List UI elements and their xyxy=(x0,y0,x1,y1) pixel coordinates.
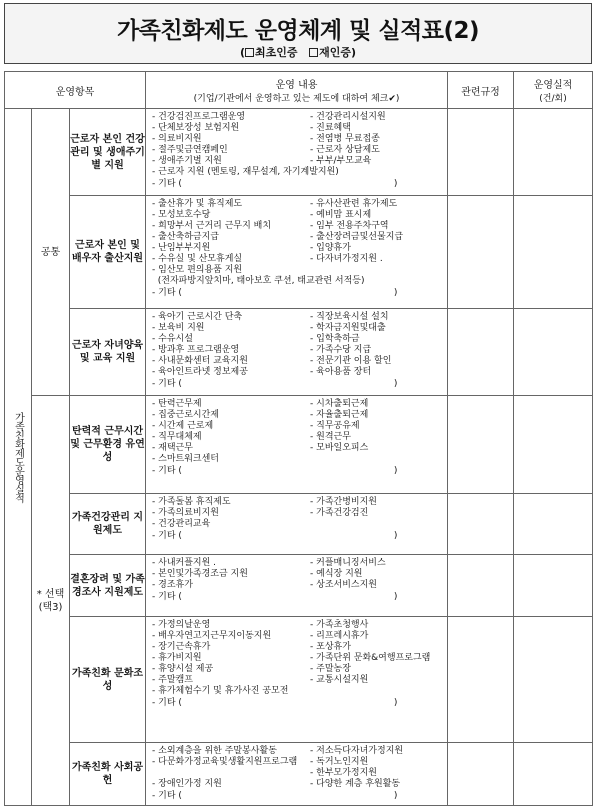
item-pair xyxy=(152,653,443,664)
item-pair xyxy=(152,345,443,356)
category-name: 결혼장려 및 가족경조사 지원제도 xyxy=(70,555,146,617)
item-label: - 건강검진프로그램운영 xyxy=(152,112,246,122)
category-name: 가족건강관리 지원제도 xyxy=(70,494,146,555)
section-row xyxy=(5,617,593,743)
item-pair xyxy=(152,580,443,591)
item-pair xyxy=(152,156,443,167)
item-label: - 교통시설지원 xyxy=(310,675,369,685)
item-label: - 직무공유제 xyxy=(310,421,360,431)
item-extra: - 임산모 편의용품 지원 xyxy=(152,265,243,275)
performance-cell[interactable] xyxy=(514,196,593,309)
item-label: - 탄력근무제 xyxy=(152,399,202,409)
side-label: 가족친화제도운영실적 xyxy=(12,412,24,502)
item-label: - 수유실 및 산모휴게실 xyxy=(152,254,243,264)
regulation-cell[interactable] xyxy=(448,555,514,617)
item-label: - 방과후 프로그램운영 xyxy=(152,345,240,355)
item-pair xyxy=(152,145,443,156)
item-label: - 가정의날운영 xyxy=(152,620,211,630)
item-extra: (전자파방지앞치마, 태아보호 쿠션, 태교관련 서적등) xyxy=(152,276,365,286)
etc-input[interactable] xyxy=(152,287,443,300)
first-cert-label: 최초인증 xyxy=(255,46,298,59)
category-name: 근로자 본인 및 배우자 출산지원 xyxy=(70,196,146,309)
header-performance xyxy=(514,72,593,109)
etc-input[interactable] xyxy=(152,591,443,604)
item-label: - 소외계층을 위한 주말봉사활동 xyxy=(152,746,277,756)
items-cell xyxy=(146,109,448,196)
title-box xyxy=(4,3,592,64)
item-label: - 상조서비스지원 xyxy=(310,580,377,590)
category-name: 가족친화 사회공헌 xyxy=(70,743,146,806)
item-label: - 자율출퇴근제 xyxy=(310,410,369,420)
item-label: - 근로자 상담제도 xyxy=(310,145,380,155)
item-label: - 한부모가정지원 xyxy=(310,768,377,778)
item-label: - 입학축하금 xyxy=(310,334,360,344)
item-pair xyxy=(152,221,443,232)
etc-close: ) xyxy=(393,179,398,189)
etc-close: ) xyxy=(393,791,398,801)
item-pair xyxy=(152,399,443,410)
item-pair xyxy=(152,620,443,631)
item-pair xyxy=(152,123,443,134)
item-label: - 가족수당 지급 xyxy=(310,345,372,355)
item-pair xyxy=(152,334,443,345)
re-cert-label: 재인증 xyxy=(319,46,351,59)
regulation-cell[interactable] xyxy=(448,196,514,309)
performance-cell[interactable] xyxy=(514,743,593,806)
item-label: - 부부/부모교육 xyxy=(310,156,372,166)
etc-label: - 기타 ( xyxy=(152,592,182,602)
item-label: - 원격근무 xyxy=(310,432,351,442)
side-label-cell xyxy=(5,109,32,806)
item-label: - 다문화가정교육및생활지원프로그램 xyxy=(152,757,298,767)
item-label: - 리프레시휴가 xyxy=(310,631,369,641)
item-label: - 휴가비지원 xyxy=(152,653,202,663)
item-pair xyxy=(152,210,443,221)
item-label: - 임부 전용주차구역 xyxy=(310,221,389,231)
certification-type xyxy=(5,44,591,60)
item-label: - 배우자연고지근무지이동지원 xyxy=(152,631,272,641)
item-label: - 난임부부지원 xyxy=(152,243,211,253)
category-name: 가족친화 문화조성 xyxy=(70,617,146,743)
performance-cell[interactable] xyxy=(514,309,593,396)
etc-close: ) xyxy=(393,592,398,602)
item-pair xyxy=(152,497,443,508)
item-pair xyxy=(152,631,443,642)
item-label: - 커플매니징서비스 xyxy=(310,558,386,568)
item-label: - 학자금지원및대출 xyxy=(310,323,386,333)
item-label: - 사내커플지원 . xyxy=(152,558,217,568)
etc-label: - 기타 ( xyxy=(152,698,182,708)
item-label: - 건강관리시설지원 xyxy=(310,112,386,122)
item-extra: - 근로자 지원 (멘토링, 재무설계, 자기계발지원) xyxy=(152,167,339,177)
item-label: - 출산휴가 및 휴직제도 xyxy=(152,199,243,209)
item-label xyxy=(152,768,310,779)
item-label: - 시차출퇴근제 xyxy=(310,399,369,409)
group-select: * 선택 (택3) xyxy=(32,396,70,806)
item-pair xyxy=(152,443,443,454)
item-pair xyxy=(152,768,443,779)
section-row xyxy=(5,196,593,309)
item-label: - 장애인가정 지원 xyxy=(152,779,222,789)
etc-input[interactable] xyxy=(152,465,443,478)
header-content-sub: (기업/기관에서 운영하고 있는 제도에 대하여 체크✔) xyxy=(193,94,400,104)
etc-label: - 기타 ( xyxy=(152,531,182,541)
category-name: 근로자 자녀양육 및 교육 지원 xyxy=(70,309,146,396)
first-cert-checkbox[interactable] xyxy=(245,48,254,57)
item-label: - 가족돌봄 휴직제도 xyxy=(152,497,231,507)
performance-cell[interactable] xyxy=(514,396,593,494)
item-label: - 주말캠프 xyxy=(152,675,193,685)
etc-label: - 기타 ( xyxy=(152,466,182,476)
item-label: - 저소득다자녀가정지원 xyxy=(310,746,404,756)
item-pair xyxy=(152,323,443,334)
item-label: - 단체보장성 보험지원 xyxy=(152,123,240,133)
item-label: - 수유시설 xyxy=(152,334,193,344)
item-label: - 경조휴가 xyxy=(152,580,193,590)
etc-label: - 기타 ( xyxy=(152,791,182,801)
item-pair xyxy=(152,432,443,443)
regulation-cell[interactable] xyxy=(448,743,514,806)
item-label: - 사내문화센터 교육지원 xyxy=(152,356,248,366)
item-label: - 육아기 근로시간 단축 xyxy=(152,312,243,322)
header-category: 운영항목 xyxy=(5,72,146,109)
performance-cell[interactable] xyxy=(514,494,593,555)
performance-cell[interactable] xyxy=(514,555,593,617)
item-pair xyxy=(152,134,443,145)
item-pair xyxy=(152,779,443,790)
item-pair xyxy=(152,569,443,580)
re-cert-checkbox[interactable] xyxy=(309,48,318,57)
item-label: - 의료비지원 xyxy=(152,134,202,144)
item-label: - 전염병 무료접종 xyxy=(310,134,380,144)
regulation-cell[interactable] xyxy=(448,309,514,396)
item-label: - 가족의료비지원 xyxy=(152,508,219,518)
item-pair xyxy=(152,642,443,653)
item-extra: - 스마트워크센터 xyxy=(152,454,219,464)
etc-input[interactable] xyxy=(152,530,443,543)
item-pair xyxy=(152,199,443,210)
header-performance-title: 운영실적 xyxy=(533,80,573,91)
item-label: - 출산축하금지급 xyxy=(152,232,219,242)
item-pair xyxy=(152,356,443,367)
item-label: - 다양한 계층 후원활동 xyxy=(310,779,401,789)
etc-close: ) xyxy=(393,379,398,389)
item-pair xyxy=(152,410,443,421)
item-pair xyxy=(152,367,443,378)
regulation-cell[interactable] xyxy=(448,494,514,555)
item-label: - 모성보호수당 xyxy=(152,210,211,220)
page-title: 가족친화제도 운영체계 및 실적표(2) xyxy=(116,18,480,44)
etc-close: ) xyxy=(393,288,398,298)
item-label: - 독거노인지원 xyxy=(310,757,369,767)
items-cell xyxy=(146,743,448,806)
item-label: - 출산장려금및선물지급 xyxy=(310,232,404,242)
item-label: - 가족건강검진 xyxy=(310,508,369,518)
item-label: - 집중근로시간제 xyxy=(152,410,219,420)
item-label: - 직무대체제 xyxy=(152,432,202,442)
etc-close: ) xyxy=(393,698,398,708)
subtitle-open: ( xyxy=(240,46,246,59)
etc-label: - 기타 ( xyxy=(152,288,182,298)
item-pair xyxy=(152,664,443,675)
section-row xyxy=(5,743,593,806)
item-pair xyxy=(152,508,443,519)
etc-input[interactable] xyxy=(152,178,443,191)
item-pair xyxy=(152,312,443,323)
item-label: - 가족단위 문화&여행프로그램 xyxy=(310,653,431,663)
item-label: - 직장보육시설 설치 xyxy=(310,312,389,322)
item-pair xyxy=(152,558,443,569)
performance-cell[interactable] xyxy=(514,617,593,743)
section-row xyxy=(5,396,593,494)
items-cell xyxy=(146,494,448,555)
section-row xyxy=(5,494,593,555)
category-name: 근로자 본인 건강관리 및 생애주기별 지원 xyxy=(70,109,146,196)
etc-input[interactable] xyxy=(152,697,443,710)
item-label: - 육아인트라넷 정보제공 xyxy=(152,367,248,377)
items-cell xyxy=(146,555,448,617)
group-common: 공통 xyxy=(32,109,70,396)
etc-input[interactable] xyxy=(152,790,443,803)
item-label: - 가족간병비지원 xyxy=(310,497,377,507)
section-row xyxy=(5,555,593,617)
item-label: - 생애주기별 지원 xyxy=(152,156,222,166)
etc-label: - 기타 ( xyxy=(152,179,182,189)
item-pair xyxy=(152,675,443,686)
item-label: - 가족초청행사 xyxy=(310,620,369,630)
item-pair xyxy=(152,421,443,432)
item-label: - 포상휴가 xyxy=(310,642,351,652)
items-cell xyxy=(146,196,448,309)
item-label: - 희망부서 근거리 근무지 배치 xyxy=(152,221,272,231)
header-regulation: 관련규정 xyxy=(448,72,514,109)
etc-input[interactable] xyxy=(152,378,443,391)
item-label: - 보육비 지원 xyxy=(152,323,205,333)
etc-close: ) xyxy=(393,466,398,476)
item-pair xyxy=(152,243,443,254)
item-label: - 시간제 근로제 xyxy=(152,421,214,431)
section-row xyxy=(5,309,593,396)
category-name: 탄력적 근무시간 및 근무환경 유연성 xyxy=(70,396,146,494)
item-label: - 장기근속휴가 xyxy=(152,642,211,652)
items-cell xyxy=(146,309,448,396)
item-label: - 절주및금연캠페인 xyxy=(152,145,228,155)
item-label: - 휴양시설 제공 xyxy=(152,664,214,674)
item-label: - 예식장 지원 xyxy=(310,569,363,579)
item-label: - 본인및가족경조금 지원 xyxy=(152,569,248,579)
performance-cell[interactable] xyxy=(514,109,593,196)
item-label: - 주말농장 xyxy=(310,664,351,674)
items-cell xyxy=(146,396,448,494)
item-pair xyxy=(152,746,443,757)
table-header-row xyxy=(5,72,593,109)
etc-label: - 기타 ( xyxy=(152,379,182,389)
item-label: - 유사산관련 휴가제도 xyxy=(310,199,398,209)
header-content-title: 운영 내용 xyxy=(275,80,318,91)
item-label: - 다자녀가정지원 . xyxy=(310,254,383,264)
item-label: - 육아용품 장터 xyxy=(310,367,372,377)
regulation-cell[interactable] xyxy=(448,396,514,494)
item-extra: - 건강관리교육 xyxy=(152,519,211,529)
item-label: - 전문기관 이용 할인 xyxy=(310,356,392,366)
etc-close: ) xyxy=(393,531,398,541)
item-pair xyxy=(152,112,443,123)
item-label: - 진료혜택 xyxy=(310,123,351,133)
section-row xyxy=(5,109,593,196)
header-performance-unit: (건/회) xyxy=(539,94,567,104)
item-label: - 모바일오피스 xyxy=(310,443,369,453)
item-extra: - 휴가체험수기 및 휴가사진 공모전 xyxy=(152,686,289,696)
item-label: - 예비맘 표시제 xyxy=(310,210,372,220)
regulation-cell[interactable] xyxy=(448,109,514,196)
item-pair xyxy=(152,757,443,768)
header-content xyxy=(146,72,448,109)
item-pair xyxy=(152,232,443,243)
subtitle-close: ) xyxy=(350,46,356,59)
regulation-cell[interactable] xyxy=(448,617,514,743)
item-pair xyxy=(152,254,443,265)
item-label: - 재택근무 xyxy=(152,443,193,453)
performance-table xyxy=(4,71,593,806)
item-label: - 입양휴가 xyxy=(310,243,351,253)
items-cell xyxy=(146,617,448,743)
